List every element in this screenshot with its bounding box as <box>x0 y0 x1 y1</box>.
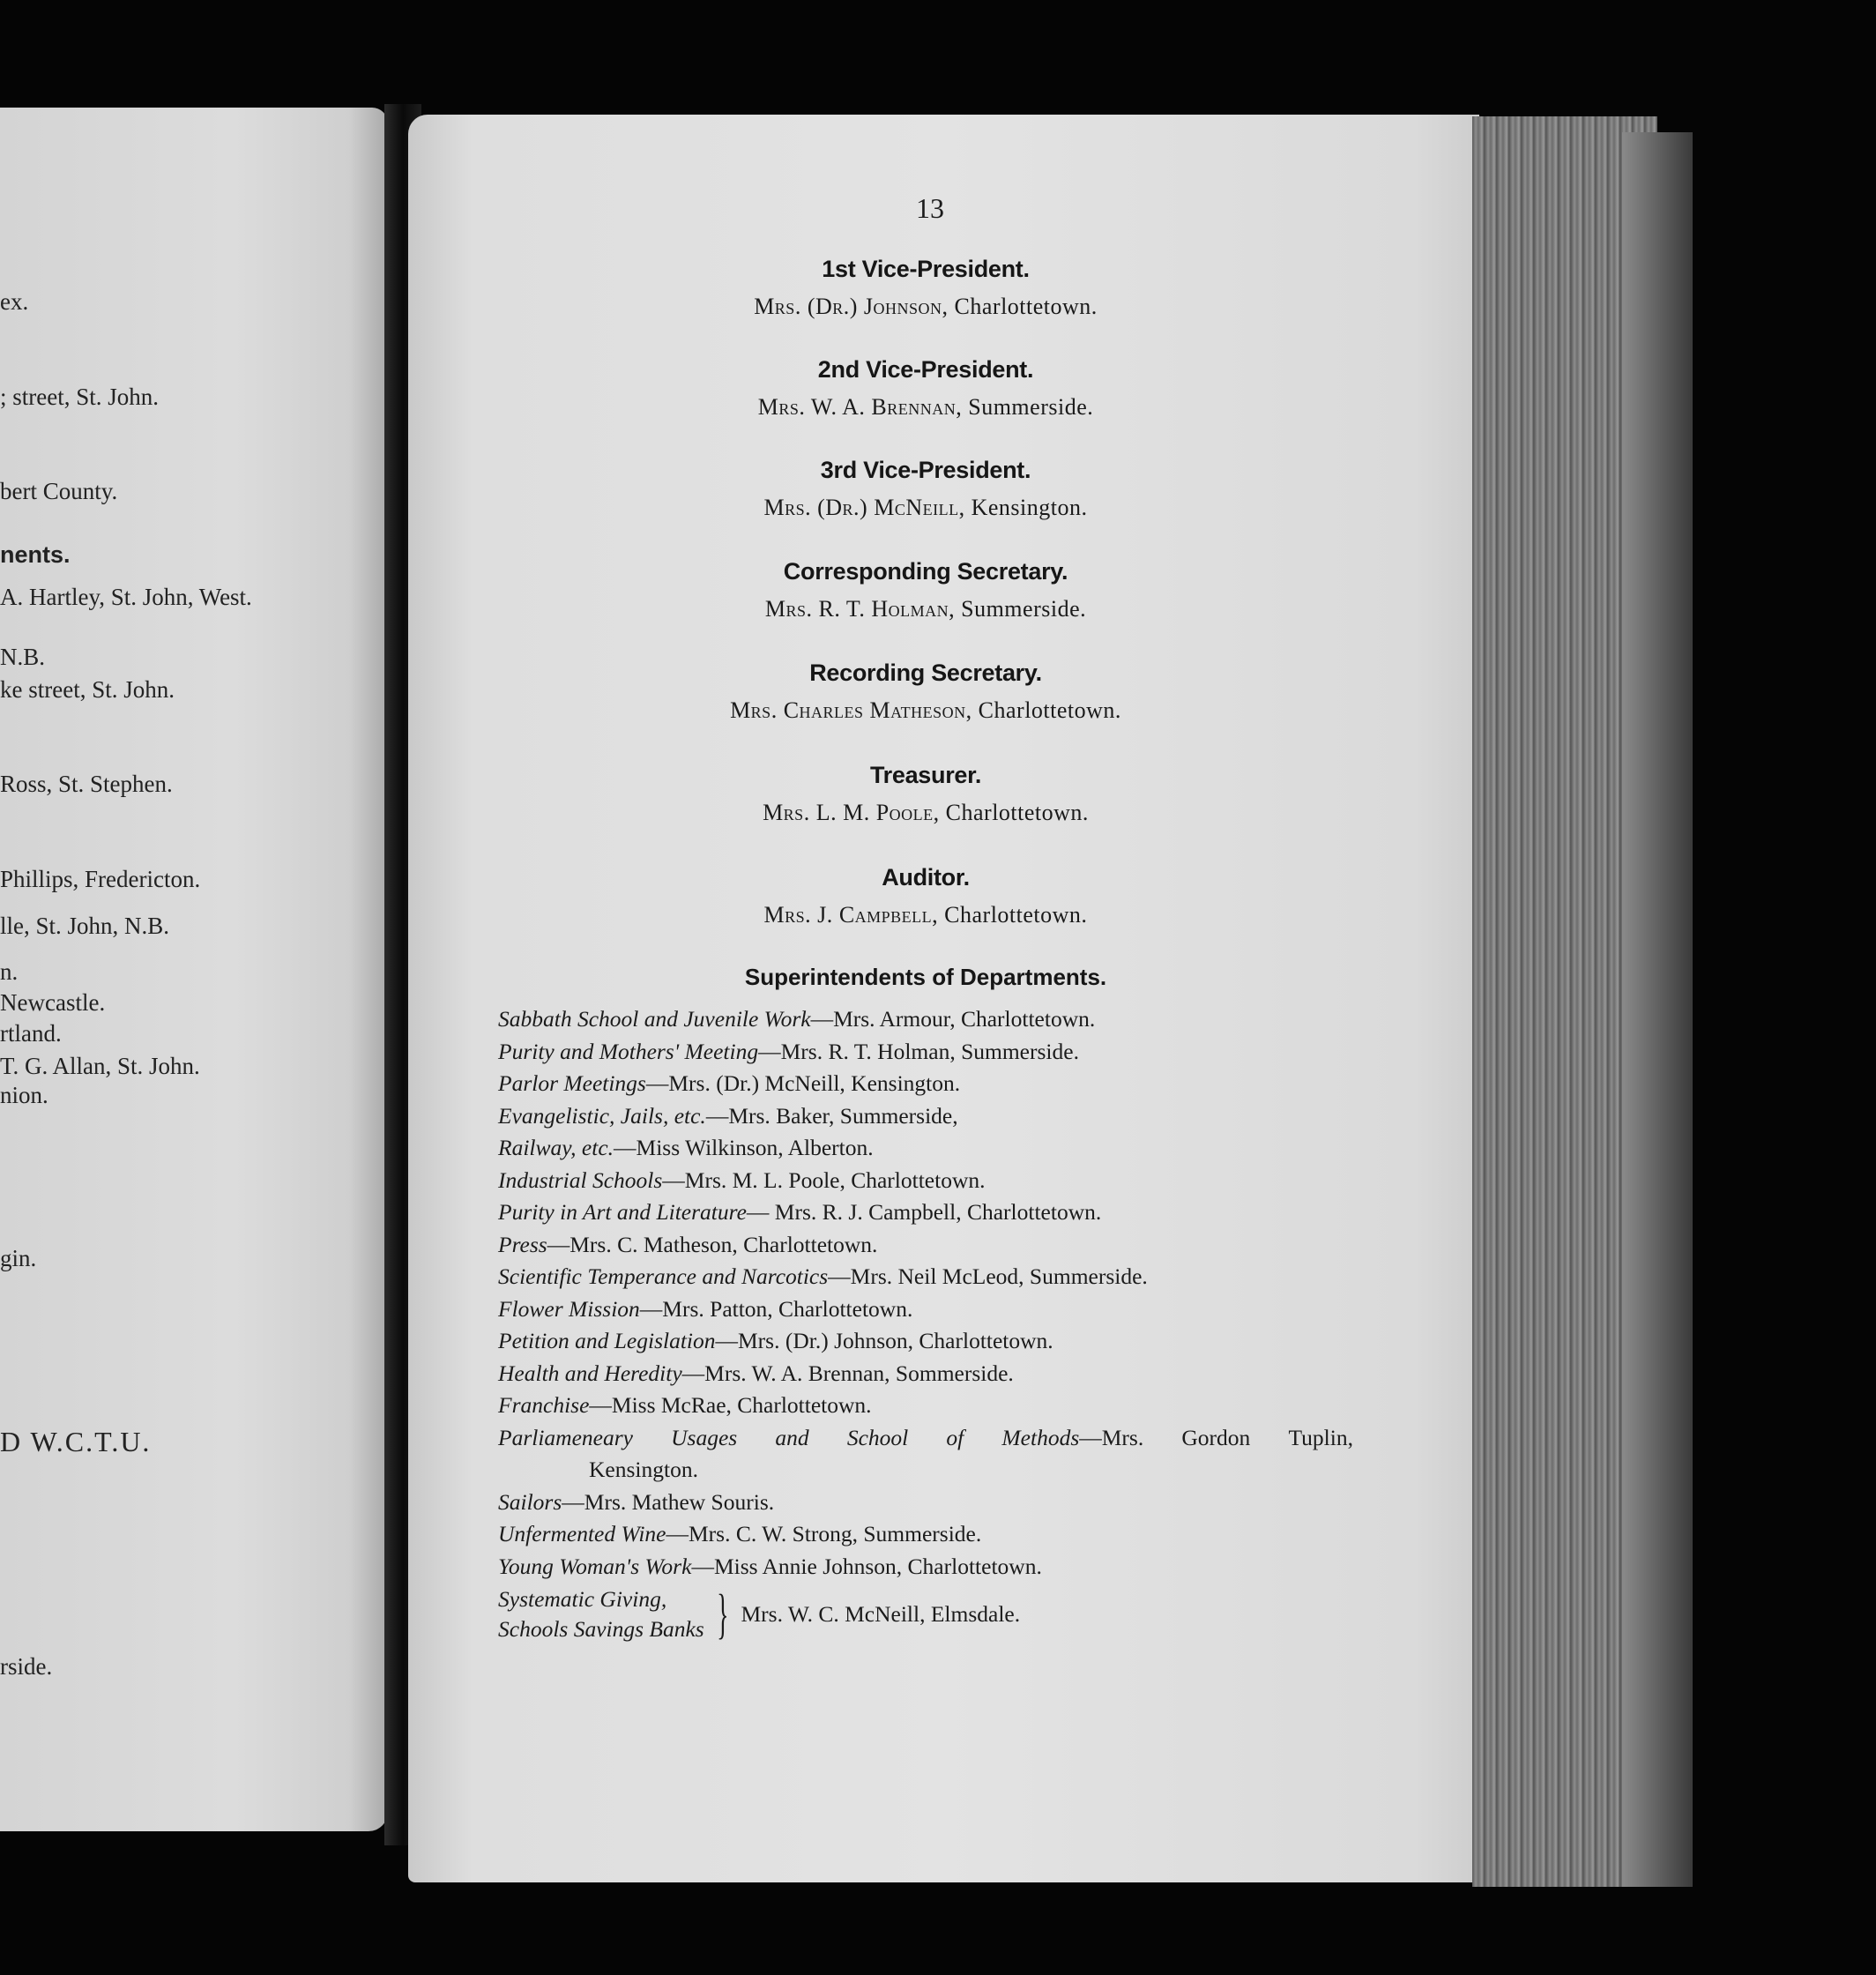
department-row: Railway, etc.—Miss Wilkinson, Alberton. <box>498 1135 874 1160</box>
department-row-continuation: Kensington. <box>589 1457 698 1482</box>
office-block <box>617 457 1234 521</box>
left-text-line: rtland. <box>0 1020 62 1047</box>
left-text-line: ; street, St. John. <box>0 384 159 410</box>
office-title: 1st Vice-President. <box>822 256 1030 282</box>
office-holder: Mrs. J. Campbell, Charlottetown. <box>763 902 1088 928</box>
office-block <box>617 660 1234 724</box>
brace-area: Systematic Giving, <box>498 1586 667 1612</box>
office-block <box>617 762 1234 826</box>
department-row: Petition and Legislation—Mrs. (Dr.) Johnson, Charlottetown. <box>498 1328 1053 1353</box>
department-row: Sabbath School and Juvenile Work—Mrs. Armour, Charlottetown. <box>498 1006 1096 1032</box>
left-facing-page <box>0 108 388 1831</box>
left-text-line: ex. <box>0 288 29 315</box>
book-cover-edge <box>1622 132 1693 1887</box>
office-block <box>617 864 1234 928</box>
office-holder: Mrs. L. M. Poole, Charlottetown. <box>763 800 1089 825</box>
department-row: Parlor Meetings—Mrs. (Dr.) McNeill, Kensington. <box>498 1070 961 1096</box>
left-text-line: N.B. <box>0 644 46 670</box>
department-row: Health and Heredity—Mrs. W. A. Brennan, Sommerside. <box>498 1360 1014 1386</box>
department-row: Scientific Temperance and Narcotics—Mrs. Neil McLeod, Summerside. <box>498 1263 1148 1289</box>
brace-areas <box>498 1584 704 1644</box>
office-title: Recording Secretary. <box>809 660 1042 686</box>
department-row: Sailors—Mrs. Mathew Souris. <box>498 1488 775 1515</box>
left-text-line: D W.C.T.U. <box>0 1426 152 1457</box>
department-row: Young Woman's Work—Miss Annie Johnson, Charlottetown. <box>498 1553 1042 1579</box>
office-block <box>617 256 1234 320</box>
office-title: 3rd Vice-President. <box>820 457 1031 483</box>
left-text-line: Newcastle. <box>0 989 106 1016</box>
page-number: 13 <box>916 192 944 224</box>
office-block <box>617 356 1234 421</box>
department-row: Unfermented Wine—Mrs. C. W. Strong, Summerside. <box>498 1521 982 1546</box>
department-row: Industrial Schools—Mrs. M. L. Poole, Charlottetown. <box>498 1166 986 1193</box>
left-text-line: T. G. Allan, St. John. <box>0 1053 200 1079</box>
left-text-line: Ross, St. Stephen. <box>0 771 173 797</box>
brace-group <box>498 1584 1353 1644</box>
department-row-parliamentary: Parliameneary Usages and School of Methods—Mrs. Gordon Tuplin, <box>498 1424 1353 1450</box>
office-title: Corresponding Secretary. <box>783 558 1068 585</box>
office-title: 2nd Vice-President. <box>817 356 1034 383</box>
left-text-line: nents. <box>0 541 71 568</box>
department-row: Press—Mrs. C. Matheson, Charlottetown. <box>498 1231 878 1257</box>
office-holder: Mrs. (Dr.) Johnson, Charlottetown. <box>754 294 1098 319</box>
left-text-line: Phillips, Fredericton. <box>0 866 201 892</box>
department-row: Purity and Mothers' Meeting—Mrs. R. T. Holman, Summerside. <box>498 1038 1079 1064</box>
office-holder: Mrs. Charles Matheson, Charlottetown. <box>730 697 1121 723</box>
department-row: Purity in Art and Literature— Mrs. R. J. Campbell, Charlottetown. <box>498 1199 1102 1225</box>
office-title: Treasurer. <box>869 762 982 788</box>
brace-area: Schools Savings Banks <box>498 1616 704 1642</box>
office-holder: Mrs. R. T. Holman, Summerside. <box>764 596 1087 622</box>
left-text-line: A. Hartley, St. John, West. <box>0 584 252 610</box>
department-row: Evangelistic, Jails, etc.—Mrs. Baker, Summerside, <box>498 1102 958 1129</box>
brace-glyph: } <box>716 1584 729 1644</box>
left-text-line: lle, St. John, N.B. <box>0 913 170 939</box>
departments-list <box>498 1003 1353 1644</box>
departments-heading: Superintendents of Departments. <box>744 964 1107 990</box>
office-holder: Mrs. (Dr.) McNeill, Kensington. <box>763 495 1088 520</box>
office-title: Auditor. <box>882 864 970 891</box>
left-text-line: ke street, St. John. <box>0 676 175 703</box>
department-row: Flower Mission—Mrs. Patton, Charlottetown. <box>498 1295 913 1322</box>
left-text-line: bert County. <box>0 478 118 504</box>
brace-person: Mrs. W. C. McNeill, Elmsdale. <box>741 1601 1021 1627</box>
left-text-line: n. <box>0 958 19 985</box>
left-text-line: rside. <box>0 1653 53 1680</box>
left-text-line: nion. <box>0 1082 48 1108</box>
left-text-line: gin. <box>0 1245 37 1271</box>
office-holder: Mrs. W. A. Brennan, Summerside. <box>757 394 1094 420</box>
office-block <box>617 558 1234 622</box>
department-row: Franchise—Miss McRae, Charlottetown. <box>498 1392 872 1418</box>
